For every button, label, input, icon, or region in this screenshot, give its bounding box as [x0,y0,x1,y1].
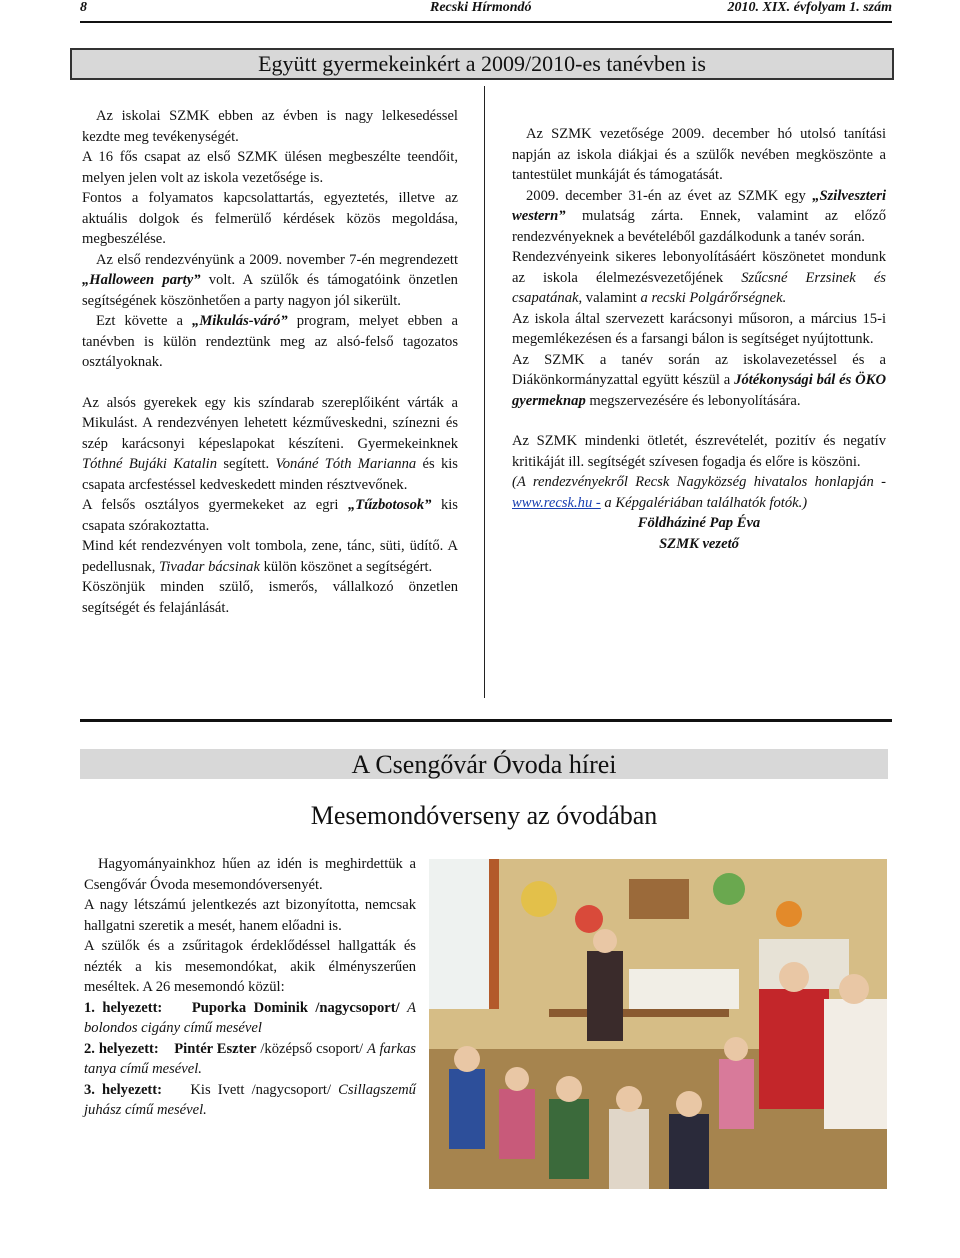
page-number: 8 [80,0,87,15]
winner-2: 2. helyezett: Pintér Eszter /középső csoport/ A farkas tanya című mesével. [84,1040,416,1077]
article-left-column [82,106,458,618]
paragraph: Az SZMK vezetősége 2009. december hó utolsó tanítási napján az iskola diákjai és a szülők nevében megköszönte a tantestület munkáját és támogatását. [512,126,886,183]
paragraph: Rendezvényeink sikeres lebonyolításáért köszönetet mondunk az iskola élelmezésvezetőjének Szűcsné Erzsinek és csapatának, valamint a recski Polgárőrségnek. [512,249,886,306]
paragraph: A felsős osztályos gyermekeket az egri „Tűzbotosok” kis csapata szórakoztatta. [82,497,458,534]
header-rule [80,21,892,23]
paragraph: 2009. december 31-én az évet az SZMK egy „Szilveszteri western” mulatság zárta. Ennek, valamint az előző rendezvényeknek a bevételéből gazdálkodunk a tanév során. [512,187,886,245]
paragraph: Az SZMK mindenki ötletét, észrevételét, pozitív és negatív kritikáját ill. segítségét szívesen fogadja és előre is köszöni. [512,433,886,470]
paragraph: Köszönjük minden szülő, ismerős, vállalkozó önzetlen segítségét és felajánlását. [82,579,458,616]
paragraph: Mind két rendezvényen volt tombola, zene, tánc, süti, üdítő. A pedellusnak, Tivadar bácsinak külön köszönet a segítségért. [82,538,458,575]
paragraph: Fontos a folyamatos kapcsolattartás, egyeztetés, illetve az aktuális dolgok és felmerülő kérdések közös megoldása, megbeszélése. [82,190,458,247]
paragraph: Ezt követte a „Mikulás-váró” program, melyet ebben a tanévben is külön rendeztünk meg az alsó-felső tagozatos osztályoknak. [82,313,459,370]
article-title: Mesemondóverseny az óvodában [310,801,658,830]
website-link[interactable]: www.recsk.hu - [512,494,601,511]
winner-1: 1. helyezett: Puporka Dominik /nagycsoport/ A bolondos cigány című mesével [84,999,416,1036]
article-title: Együtt gyermekeinkért a 2009/2010-es tanévben is [70,48,894,80]
article2-text-column [84,854,416,1121]
section-title: A Csengővár Óvoda hírei [80,749,888,779]
kindergarten-photo [429,859,887,1189]
paragraph: A 16 fős csapat az első SZMK ülésen megbeszélte teendőit, melyen jelen volt az iskola vezetősége is. [82,149,458,186]
signature-role: SZMK vezető [659,535,739,552]
page-header [80,0,892,20]
column-divider [484,86,485,698]
paragraph: Hagyományainkhoz hűen az idén is meghirdettük a Csengővár Óvoda mesemondóversenyét. [84,856,416,893]
publication-name: Recski Hírmondó [430,0,532,15]
paragraph: A szülők és a zsűritagok érdeklődéssel hallgatták és nézték a kis mesemondókat, akik élményszerűen meséltek. A 26 mesemondó közül: [84,938,416,995]
issue-info: 2010. XIX. évfolyam 1. szám [727,0,892,15]
paragraph: Az iskola által szervezett karácsonyi műsoron, a március 15-i megemlékezésen és a farsangi bálon is segítséget nyújtottunk. [512,310,886,347]
article-right-column [512,124,886,554]
paragraph: (A rendezvényekről Recsk Nagyközség hivatalos honlapján - www.recsk.hu - a Képgalériában találhatók fotók.) [512,474,886,511]
signature-name: Földháziné Pap Éva [637,515,761,531]
paragraph: Az első rendezvényünk a 2009. november 7-én megrendezett „Halloween party” volt. A szülők és támogatóink önzetlen segítségének köszönhetően a party nagyon jól sikerült. [82,251,458,309]
photo-illustration [429,859,887,1189]
paragraph: Az iskolai SZMK ebben az évben is nagy lelkesedéssel kezdte meg tevékenységét. [82,108,458,145]
paragraph: A nagy létszámú jelentkezés azt bizonyította, nemcsak hallgatni szeretik a mesét, hanem előadni is. [84,897,416,934]
paragraph: Az SZMK a tanév során az iskolavezetéssel és a Diákönkormányzattal együtt készül a Jótékonysági bál és ÖKO gyermeknap megszervezésére és lebonyolítására. [512,351,886,409]
winner-3: 3. helyezett: Kis Ivett /nagycsoport/ Csillagszemű juhász című mesével. [84,1081,416,1118]
paragraph: Az alsós gyerekek egy kis színdarab szereplőiként várták a Mikulást. A rendezvényen lehetett kézműveskedni, színezni és szép karácsonyi képeslapokat készíteni. Gyermekeinknek Tóthné Bujáki Katalin segített. Vonáné Tóth Marianna és kis csapata arcfestéssel kedveskedett minden résztvevőnek. [82,394,458,493]
section-separator [80,719,892,722]
